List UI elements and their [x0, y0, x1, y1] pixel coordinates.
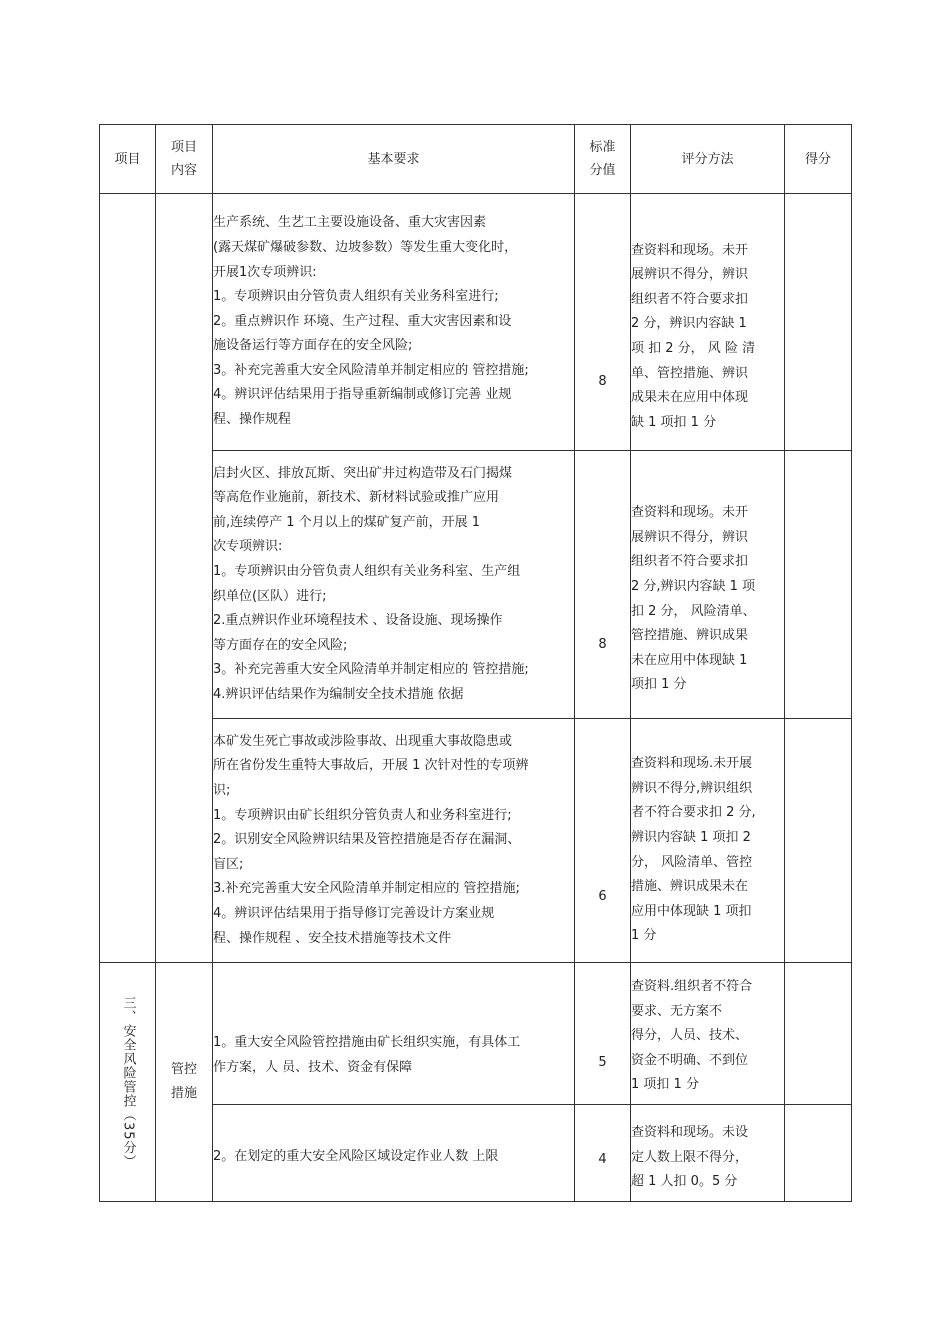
- requirement-line: 4。辨识评估结果用于指导重新编制或修订完善 业规: [213, 387, 512, 403]
- method-line: 资金不明确、不到位: [631, 1052, 749, 1068]
- requirement-line: 本矿发生死亡事故或涉险事故、出现重大事故隐患或: [213, 733, 513, 749]
- requirement-line: 次专项辨识:: [213, 539, 283, 555]
- section-content-line1: 管控: [170, 1062, 197, 1077]
- method-line: 成果未在应用中体现: [631, 390, 749, 406]
- header-requirement: 基本要求: [213, 125, 575, 194]
- requirement-line: 程、操作规程 、安全技术措施等技术文件: [213, 930, 452, 946]
- method-line: 定人数上限不得分，: [631, 1149, 749, 1165]
- header-item: 项目: [100, 125, 156, 194]
- method-line: 查资料和现场。未设: [631, 1125, 749, 1141]
- method-line: 查资料和现场。未开: [631, 505, 749, 521]
- method-cell: [631, 719, 785, 963]
- header-score: 得分: [785, 125, 852, 194]
- method-line: 要求、无方案不: [631, 1003, 723, 1019]
- method-line: 查资料.组织者不符合: [631, 979, 753, 995]
- method-line: 缺 1 项扣 1 分: [631, 414, 717, 430]
- requirement-cell: [213, 719, 575, 963]
- method-line: 项 扣 2 分， 风 险 清: [631, 341, 756, 356]
- requirement-line: 识;: [213, 783, 231, 799]
- section-label-cell: [100, 963, 156, 1202]
- method-line: 扣 2 分， 风险清单、: [631, 603, 756, 619]
- requirement-line: 1。专项辨识由分管负责人组织有关业务科室、生产组: [213, 563, 521, 579]
- table-row: [100, 719, 852, 963]
- section-content-line2: 措施: [170, 1086, 197, 1101]
- method-line: 查资料和现场.未开展: [631, 756, 753, 772]
- table-row: [100, 1105, 852, 1202]
- method-line: 展辨识不得分，辨识: [631, 529, 749, 545]
- requirement-line: 织单位(区队）进行;: [213, 588, 327, 604]
- requirement-line: 等方面存在的安全风险;: [213, 637, 348, 653]
- method-line: 分， 风险清单、管控: [631, 854, 753, 870]
- requirement-line: 前,连续停产 1 个月以上的煤矿复产前，开展 1: [213, 514, 481, 530]
- requirement-line: 3.补充完善重大安全风险清单并制定相应的 管控措施;: [213, 881, 520, 897]
- table-row: [100, 963, 852, 1105]
- method-line: 辨识内容缺 1 项扣 2: [631, 829, 751, 845]
- method-line: 展辨识不得分，辨识: [631, 267, 749, 283]
- requirement-line: 作方案，人 员、技术、资金有保障: [213, 1060, 413, 1075]
- table-row: [100, 451, 852, 719]
- method-line: 未在应用中体现缺 1: [631, 652, 748, 668]
- section-label: 三、安全风险管控（35分）: [120, 995, 136, 1169]
- requirement-line: 盲区;: [213, 856, 244, 872]
- header-method: 评分方法: [631, 125, 785, 194]
- content-cell-empty: [156, 194, 213, 963]
- requirement-line: 2。识别安全风险辨识结果及管控措施是否存在漏洞、: [213, 832, 521, 848]
- requirement-cell: [213, 963, 575, 1105]
- method-line: 应用中体现缺 1 项扣: [631, 903, 752, 919]
- method-line: 措施、辨识成果未在: [631, 879, 749, 895]
- method-cell: [631, 963, 785, 1105]
- requirement-line: 1。重大安全风险管控措施由矿长组织实施，有具体工: [213, 1035, 521, 1051]
- requirement-line: 等高危作业施前，新技术、新材料试验或推广应用: [213, 490, 500, 506]
- requirement-line: 启封火区、排放瓦斯、突出矿井过构造带及石门揭煤: [213, 465, 513, 481]
- method-line: 者不符合要求扣 2 分,: [631, 805, 756, 821]
- method-line: 2 分,辨识内容缺 1 项: [631, 578, 756, 594]
- requirement-line: 3。补充完善重大安全风险清单并制定相应的 管控措施;: [213, 662, 529, 678]
- requirement-cell: [213, 451, 575, 719]
- method-line: 1 分: [631, 928, 657, 944]
- score-cell: [785, 194, 852, 451]
- header-content: [156, 125, 213, 194]
- requirement-line: 开展1次专项辨识:: [213, 264, 317, 280]
- method-line: 得分，人员、技术、: [631, 1028, 749, 1044]
- standard-score: 6: [575, 719, 631, 963]
- header-content-line2: 内容: [170, 163, 197, 178]
- method-cell: [631, 451, 785, 719]
- standard-score: 5: [575, 963, 631, 1105]
- table-row: [100, 194, 852, 451]
- method-line: 辨识不得分,辨识组织: [631, 780, 753, 796]
- requirement-line: 2。在划定的重大安全风险区域设定作业人数 上限: [213, 1148, 499, 1164]
- header-content-line1: 项目: [170, 140, 197, 155]
- standard-score: 8: [575, 194, 631, 451]
- requirement-line: 3。补充完善重大安全风险清单并制定相应的 管控措施;: [213, 362, 529, 378]
- requirement-line: 1。专项辨识由分管负责人组织有关业务科室进行;: [213, 289, 499, 305]
- score-cell: [785, 719, 852, 963]
- requirement-cell: [213, 194, 575, 451]
- method-line: 项扣 1 分: [631, 677, 687, 693]
- score-cell: [785, 963, 852, 1105]
- requirement-line: 4。辨识评估结果用于指导修订完善设计方案业规: [213, 905, 495, 921]
- requirement-line: 程、操作规程: [213, 412, 292, 428]
- method-line: 超 1 人扣 0。5 分: [631, 1174, 738, 1190]
- method-line: 1 项扣 1 分: [631, 1077, 699, 1093]
- requirement-line: 2.重点辨识作业环境程技术 、设备设施、现场操作: [213, 613, 503, 629]
- score-cell: [785, 1105, 852, 1202]
- standard-score: 8: [575, 451, 631, 719]
- method-line: 单、管控措施、辨识: [631, 365, 749, 381]
- section-content-cell: [156, 963, 213, 1202]
- requirement-line: 4.辨识评估结果作为编制安全技术措施 依据: [213, 686, 464, 702]
- method-cell: [631, 194, 785, 451]
- requirement-line: 2。重点辨识作 环境、生产过程、重大灾害因素和设: [213, 313, 512, 329]
- method-cell: [631, 1105, 785, 1202]
- header-std-line2: 分值: [589, 163, 616, 178]
- item-cell-empty: [100, 194, 156, 963]
- requirement-line: 生产系统、生艺工主要设施设备、重大灾害因素: [213, 215, 487, 231]
- header-row: [100, 125, 852, 194]
- requirement-cell: [213, 1105, 575, 1202]
- standard-score: 4: [575, 1105, 631, 1202]
- header-standard-score: [575, 125, 631, 194]
- method-line: 2 分，辨识内容缺 1: [631, 316, 747, 332]
- requirement-line: 施设备运行等方面存在的安全风险;: [213, 338, 413, 354]
- header-std-line1: 标准: [589, 140, 616, 155]
- method-line: 组织者不符合要求扣: [631, 291, 749, 307]
- requirement-line: 所在省份发生重特大事故后，开展 1 次针对性的专项辨: [213, 758, 529, 774]
- method-line: 查资料和现场。未开: [631, 242, 749, 258]
- method-line: 组织者不符合要求扣: [631, 554, 749, 570]
- method-line: 管控措施、辨识成果: [631, 628, 749, 644]
- requirement-line: 1。专项辨识由矿长组织分管负责人和业务科室进行;: [213, 807, 512, 823]
- requirement-line: (露天煤矿爆破参数、边坡参数）等发生重大变化时，: [213, 239, 518, 255]
- score-cell: [785, 451, 852, 719]
- scoring-table: [99, 124, 852, 1202]
